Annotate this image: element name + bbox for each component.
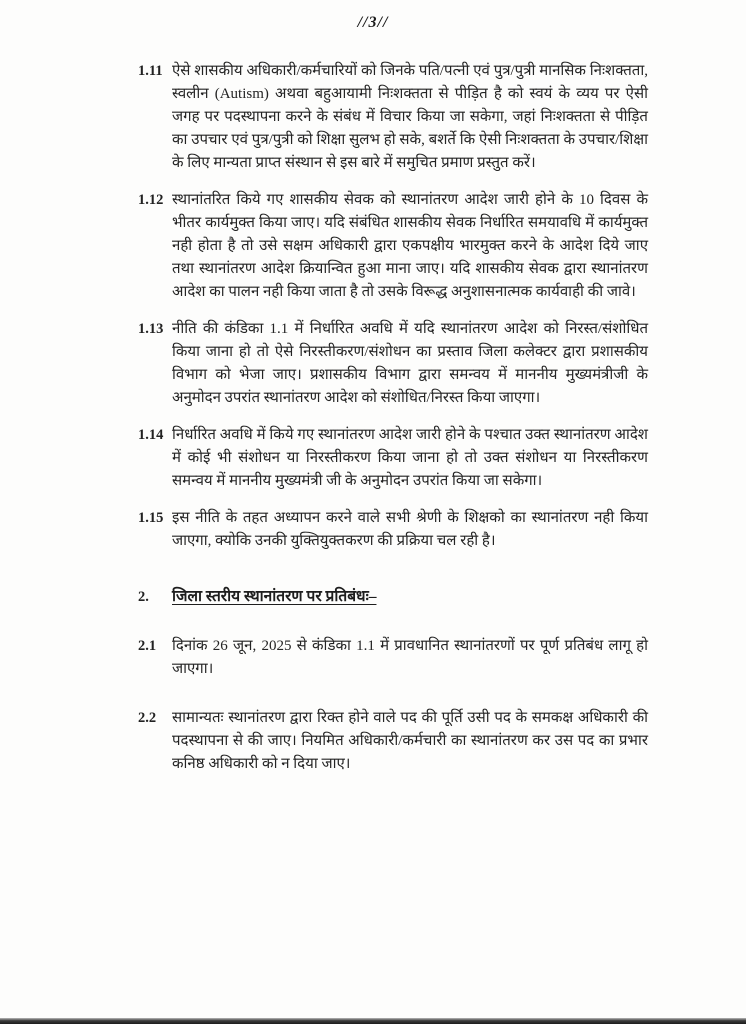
paragraph-text: सामान्यतः स्थानांतरण द्वारा रिक्त होने वाले पद की पूर्ति उसी पद के समकक्ष अधिकारी की पदस्थापना से की जाए। नियमित अधिकारी/कर्मचारी का स्थानांतरण कर उस पद का प्रभार कनिष्ठ अधिकारी को न दिया जाए। bbox=[172, 710, 648, 772]
paragraph-text: निर्धारित अवधि में किये गए स्थानांतरण आदेश जारी होने के पश्चात उक्त स्थानांतरण आदेश में कोई भी संशोधन या निरस्तीकरण किया जाना हो तो उक्त संशोधन या निरस्तीकरण समन्वय में माननीय मुख्यमंत्री जी के अनुमोदन उपरांत किया जा सकेगा। bbox=[172, 427, 648, 489]
paragraph-number: 1.11 bbox=[138, 63, 163, 79]
paragraph-1-11 bbox=[138, 60, 648, 175]
paragraph-1-14 bbox=[138, 424, 648, 493]
paragraph-text: ऐसे शासकीय अधिकारी/कर्मचारियों को जिनके पति/पत्नी एवं पुत्र/पुत्री मानसिक निःशक्तता, स्वलीन (Autism) अथवा बहुआयामी निःशक्तता से पीड़ित है को स्वयं के व्यय पर ऐसी जगह पर पदस्थापना करने के संबंध में विचार किया जा सकेगा, जहां निःशक्तता से पीड़ित का उपचार एवं पुत्र/पुत्री को शिक्षा सुलभ हो सके, बशर्ते कि ऐसी निःशक्तता के उपचार/शिक्षा के लिए मान्यता प्राप्त संस्थान से इस बारे में समुचित प्रमाण प्रस्तुत करें। bbox=[172, 63, 648, 171]
paragraph-text: नीति की कंडिका 1.1 में निर्धारित अवधि में यदि स्थानांतरण आदेश को निरस्त/संशोधित किया जाना हो तो ऐसे निरस्तीकरण/संशोधन का प्रस्ताव जिला कलेक्टर द्वारा प्रशासकीय विभाग को भेजा जाए। प्रशासकीय विभाग द्वारा समन्वय में माननीय मुख्यमंत्रीजी के अनुमोदन उपरांत स्थानांतरण आदेश को संशोधित/निरस्त किया जाएगा। bbox=[172, 321, 648, 406]
paragraph-text: स्थानांतरित किये गए शासकीय सेवक को स्थानांतरण आदेश जारी होने के 10 दिवस के भीतर कार्यमुक्त किया जाए। यदि संबंधित शासकीय सेवक निर्धारित समयावधि में कार्यमुक्त नही होता है तो उसे सक्षम अधिकारी द्वारा एकपक्षीय भारमुक्त करने के आदेश दिये जाए तथा स्थानांतरण आदेश क्रियान्वित हुआ माना जाए। यदि शासकीय सेवक द्वारा स्थानांतरण आदेश का पालन नही किया जाता है तो उसके विरूद्ध अनुशासनात्मक कार्यवाही की जावे। bbox=[172, 192, 648, 300]
paragraph-number: 1.12 bbox=[138, 192, 164, 208]
paragraph-number: 1.13 bbox=[138, 321, 164, 337]
paragraph-number: 1.15 bbox=[138, 510, 164, 526]
section-heading-text: जिला स्तरीय स्थानांतरण पर प्रतिबंधः– bbox=[172, 588, 377, 605]
paragraph-number: 2.1 bbox=[138, 638, 157, 654]
paragraph-1-15 bbox=[138, 507, 648, 553]
section-number: 2. bbox=[138, 589, 149, 605]
paragraph-1-12 bbox=[138, 189, 648, 304]
paragraph-2-2 bbox=[138, 707, 648, 776]
paragraph-number: 2.2 bbox=[138, 710, 157, 726]
scan-bottom-edge bbox=[0, 1018, 746, 1024]
paragraph-number: 1.14 bbox=[138, 427, 164, 443]
paragraph-2-1 bbox=[138, 635, 648, 681]
paragraph-text: इस नीति के तहत अध्यापन करने वाले सभी श्रेणी के शिक्षको का स्थानांतरण नही किया जाएगा, क्योकि उनकी युक्तियुक्तकरण की प्रक्रिया चल रही है। bbox=[172, 510, 648, 549]
paragraph-1-13 bbox=[138, 318, 648, 410]
document-body bbox=[138, 60, 648, 776]
section-2-heading bbox=[138, 585, 648, 609]
paragraph-text: दिनांक 26 जून, 2025 से कंडिका 1.1 में प्रावधानित स्थानांतरणों पर पूर्ण प्रतिबंध लागू हो जाएगा। bbox=[172, 638, 648, 677]
page-number: //3// bbox=[357, 14, 389, 31]
